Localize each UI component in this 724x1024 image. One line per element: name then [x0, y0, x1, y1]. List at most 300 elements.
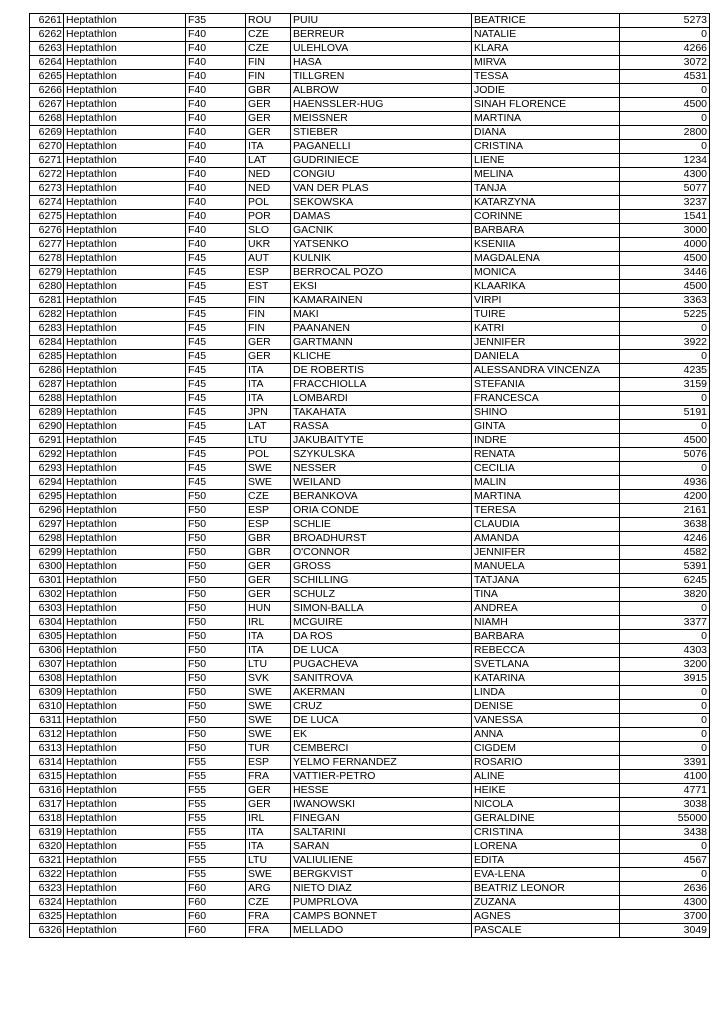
- category-cell: F50: [186, 588, 246, 602]
- event-cell: Heptathlon: [64, 364, 186, 378]
- row-number-cell: 6261: [30, 14, 64, 28]
- row-number-cell: 6278: [30, 252, 64, 266]
- event-cell: Heptathlon: [64, 910, 186, 924]
- country-cell: LTU: [246, 434, 291, 448]
- row-number-cell: 6280: [30, 280, 64, 294]
- event-cell: Heptathlon: [64, 896, 186, 910]
- row-number-cell: 6312: [30, 728, 64, 742]
- points-cell: 5191: [620, 406, 710, 420]
- points-cell: 3922: [620, 336, 710, 350]
- event-cell: Heptathlon: [64, 238, 186, 252]
- first-name-cell: TUIRE: [472, 308, 620, 322]
- table-row: [30, 252, 710, 266]
- country-cell: FRA: [246, 910, 291, 924]
- table-row: [30, 784, 710, 798]
- category-cell: F45: [186, 294, 246, 308]
- event-cell: Heptathlon: [64, 574, 186, 588]
- table-row: [30, 434, 710, 448]
- table-row: [30, 532, 710, 546]
- event-cell: Heptathlon: [64, 70, 186, 84]
- row-number-cell: 6300: [30, 560, 64, 574]
- row-number-cell: 6289: [30, 406, 64, 420]
- points-cell: 55000: [620, 812, 710, 826]
- surname-cell: BERGKVIST: [291, 868, 472, 882]
- surname-cell: SARAN: [291, 840, 472, 854]
- first-name-cell: TATJANA: [472, 574, 620, 588]
- first-name-cell: REBECCA: [472, 644, 620, 658]
- points-cell: 4582: [620, 546, 710, 560]
- table-row: [30, 560, 710, 574]
- table-row: [30, 770, 710, 784]
- first-name-cell: LIENE: [472, 154, 620, 168]
- row-number-cell: 6317: [30, 798, 64, 812]
- country-cell: POR: [246, 210, 291, 224]
- surname-cell: LOMBARDI: [291, 392, 472, 406]
- category-cell: F55: [186, 826, 246, 840]
- table-row: [30, 504, 710, 518]
- row-number-cell: 6274: [30, 196, 64, 210]
- first-name-cell: CECILIA: [472, 462, 620, 476]
- first-name-cell: LORENA: [472, 840, 620, 854]
- row-number-cell: 6303: [30, 602, 64, 616]
- table-row: [30, 868, 710, 882]
- category-cell: F40: [186, 42, 246, 56]
- country-cell: FRA: [246, 924, 291, 938]
- table-row: [30, 168, 710, 182]
- event-cell: Heptathlon: [64, 728, 186, 742]
- category-cell: F40: [186, 126, 246, 140]
- country-cell: SWE: [246, 700, 291, 714]
- first-name-cell: GINTA: [472, 420, 620, 434]
- first-name-cell: MALIN: [472, 476, 620, 490]
- surname-cell: GUDRINIECE: [291, 154, 472, 168]
- category-cell: F50: [186, 728, 246, 742]
- country-cell: ITA: [246, 630, 291, 644]
- row-number-cell: 6298: [30, 532, 64, 546]
- row-number-cell: 6264: [30, 56, 64, 70]
- event-cell: Heptathlon: [64, 882, 186, 896]
- table-row: [30, 896, 710, 910]
- first-name-cell: FRANCESCA: [472, 392, 620, 406]
- event-cell: Heptathlon: [64, 196, 186, 210]
- table-row: [30, 700, 710, 714]
- entries-table: [29, 13, 710, 938]
- surname-cell: VAN DER PLAS: [291, 182, 472, 196]
- first-name-cell: PASCALE: [472, 924, 620, 938]
- event-cell: Heptathlon: [64, 98, 186, 112]
- first-name-cell: NIAMH: [472, 616, 620, 630]
- surname-cell: IWANOWSKI: [291, 798, 472, 812]
- category-cell: F55: [186, 868, 246, 882]
- table-row: [30, 742, 710, 756]
- points-cell: 4500: [620, 98, 710, 112]
- points-cell: 0: [620, 686, 710, 700]
- event-cell: Heptathlon: [64, 322, 186, 336]
- event-cell: Heptathlon: [64, 714, 186, 728]
- table-row: [30, 574, 710, 588]
- surname-cell: MEISSNER: [291, 112, 472, 126]
- points-cell: 4246: [620, 532, 710, 546]
- row-number-cell: 6319: [30, 826, 64, 840]
- points-cell: 4303: [620, 644, 710, 658]
- points-cell: 0: [620, 602, 710, 616]
- table-row: [30, 378, 710, 392]
- points-cell: 0: [620, 420, 710, 434]
- country-cell: LAT: [246, 420, 291, 434]
- category-cell: F55: [186, 798, 246, 812]
- country-cell: JPN: [246, 406, 291, 420]
- country-cell: ESP: [246, 756, 291, 770]
- event-cell: Heptathlon: [64, 630, 186, 644]
- event-cell: Heptathlon: [64, 798, 186, 812]
- event-cell: Heptathlon: [64, 392, 186, 406]
- row-number-cell: 6287: [30, 378, 64, 392]
- row-number-cell: 6308: [30, 672, 64, 686]
- event-cell: Heptathlon: [64, 546, 186, 560]
- surname-cell: MELLADO: [291, 924, 472, 938]
- surname-cell: ORIA CONDE: [291, 504, 472, 518]
- category-cell: F40: [186, 154, 246, 168]
- table-row: [30, 70, 710, 84]
- row-number-cell: 6299: [30, 546, 64, 560]
- event-cell: Heptathlon: [64, 644, 186, 658]
- row-number-cell: 6268: [30, 112, 64, 126]
- row-number-cell: 6297: [30, 518, 64, 532]
- event-cell: Heptathlon: [64, 560, 186, 574]
- surname-cell: BERREUR: [291, 28, 472, 42]
- event-cell: Heptathlon: [64, 924, 186, 938]
- points-cell: 5225: [620, 308, 710, 322]
- event-cell: Heptathlon: [64, 686, 186, 700]
- table-row: [30, 854, 710, 868]
- event-cell: Heptathlon: [64, 532, 186, 546]
- country-cell: GER: [246, 784, 291, 798]
- category-cell: F50: [186, 504, 246, 518]
- row-number-cell: 6277: [30, 238, 64, 252]
- first-name-cell: KATARINA: [472, 672, 620, 686]
- country-cell: NED: [246, 168, 291, 182]
- table-row: [30, 308, 710, 322]
- row-number-cell: 6283: [30, 322, 64, 336]
- points-cell: 3000: [620, 224, 710, 238]
- first-name-cell: ANNA: [472, 728, 620, 742]
- row-number-cell: 6267: [30, 98, 64, 112]
- category-cell: F40: [186, 238, 246, 252]
- surname-cell: ULEHLOVA: [291, 42, 472, 56]
- points-cell: 1541: [620, 210, 710, 224]
- points-cell: 0: [620, 868, 710, 882]
- first-name-cell: MELINA: [472, 168, 620, 182]
- table-row: [30, 280, 710, 294]
- row-number-cell: 6273: [30, 182, 64, 196]
- points-cell: 0: [620, 112, 710, 126]
- points-cell: 4200: [620, 490, 710, 504]
- country-cell: SWE: [246, 476, 291, 490]
- first-name-cell: MANUELA: [472, 560, 620, 574]
- country-cell: GER: [246, 336, 291, 350]
- row-number-cell: 6309: [30, 686, 64, 700]
- country-cell: ESP: [246, 266, 291, 280]
- row-number-cell: 6322: [30, 868, 64, 882]
- surname-cell: PUMPRLOVA: [291, 896, 472, 910]
- category-cell: F60: [186, 924, 246, 938]
- category-cell: F50: [186, 546, 246, 560]
- table-row: [30, 42, 710, 56]
- row-number-cell: 6307: [30, 658, 64, 672]
- points-cell: 3377: [620, 616, 710, 630]
- table-row: [30, 756, 710, 770]
- category-cell: F55: [186, 812, 246, 826]
- event-cell: Heptathlon: [64, 504, 186, 518]
- first-name-cell: DANIELA: [472, 350, 620, 364]
- category-cell: F50: [186, 560, 246, 574]
- points-cell: 4100: [620, 770, 710, 784]
- country-cell: GER: [246, 98, 291, 112]
- category-cell: F40: [186, 168, 246, 182]
- first-name-cell: KATARZYNA: [472, 196, 620, 210]
- row-number-cell: 6301: [30, 574, 64, 588]
- table-row: [30, 154, 710, 168]
- table-row: [30, 210, 710, 224]
- surname-cell: PAANANEN: [291, 322, 472, 336]
- points-cell: 3438: [620, 826, 710, 840]
- row-number-cell: 6281: [30, 294, 64, 308]
- country-cell: ITA: [246, 826, 291, 840]
- first-name-cell: STEFANIA: [472, 378, 620, 392]
- category-cell: F60: [186, 882, 246, 896]
- country-cell: CZE: [246, 896, 291, 910]
- points-cell: 3049: [620, 924, 710, 938]
- row-number-cell: 6304: [30, 616, 64, 630]
- first-name-cell: CORINNE: [472, 210, 620, 224]
- event-cell: Heptathlon: [64, 840, 186, 854]
- row-number-cell: 6295: [30, 490, 64, 504]
- points-cell: 3072: [620, 56, 710, 70]
- event-cell: Heptathlon: [64, 56, 186, 70]
- points-cell: 6245: [620, 574, 710, 588]
- row-number-cell: 6316: [30, 784, 64, 798]
- table-row: [30, 98, 710, 112]
- table-row: [30, 630, 710, 644]
- first-name-cell: EVA-LENA: [472, 868, 620, 882]
- points-cell: 0: [620, 700, 710, 714]
- surname-cell: YATSENKO: [291, 238, 472, 252]
- points-cell: 4531: [620, 70, 710, 84]
- table-row: [30, 546, 710, 560]
- row-number-cell: 6325: [30, 910, 64, 924]
- category-cell: F45: [186, 448, 246, 462]
- category-cell: F40: [186, 196, 246, 210]
- surname-cell: FINEGAN: [291, 812, 472, 826]
- country-cell: UKR: [246, 238, 291, 252]
- points-cell: 3038: [620, 798, 710, 812]
- table-row: [30, 406, 710, 420]
- first-name-cell: CIGDEM: [472, 742, 620, 756]
- surname-cell: KULNIK: [291, 252, 472, 266]
- surname-cell: VATTIER-PETRO: [291, 770, 472, 784]
- first-name-cell: MIRVA: [472, 56, 620, 70]
- first-name-cell: BEATRIZ LEONOR: [472, 882, 620, 896]
- event-cell: Heptathlon: [64, 784, 186, 798]
- row-number-cell: 6296: [30, 504, 64, 518]
- points-cell: 3391: [620, 756, 710, 770]
- first-name-cell: AMANDA: [472, 532, 620, 546]
- first-name-cell: SINAH FLORENCE: [472, 98, 620, 112]
- event-cell: Heptathlon: [64, 476, 186, 490]
- table-row: [30, 350, 710, 364]
- row-number-cell: 6315: [30, 770, 64, 784]
- table-row: [30, 392, 710, 406]
- event-cell: Heptathlon: [64, 294, 186, 308]
- first-name-cell: AGNES: [472, 910, 620, 924]
- points-cell: 4500: [620, 252, 710, 266]
- surname-cell: O'CONNOR: [291, 546, 472, 560]
- country-cell: POL: [246, 196, 291, 210]
- category-cell: F50: [186, 574, 246, 588]
- category-cell: F50: [186, 686, 246, 700]
- table-row: [30, 14, 710, 28]
- surname-cell: SCHULZ: [291, 588, 472, 602]
- row-number-cell: 6279: [30, 266, 64, 280]
- row-number-cell: 6276: [30, 224, 64, 238]
- points-cell: 3363: [620, 294, 710, 308]
- country-cell: ARG: [246, 882, 291, 896]
- country-cell: SVK: [246, 672, 291, 686]
- country-cell: LTU: [246, 658, 291, 672]
- surname-cell: SANITROVA: [291, 672, 472, 686]
- first-name-cell: KLAARIKA: [472, 280, 620, 294]
- surname-cell: JAKUBAITYTE: [291, 434, 472, 448]
- category-cell: F55: [186, 854, 246, 868]
- surname-cell: KLICHE: [291, 350, 472, 364]
- first-name-cell: ANDREA: [472, 602, 620, 616]
- table-row: [30, 224, 710, 238]
- points-cell: 2161: [620, 504, 710, 518]
- row-number-cell: 6270: [30, 140, 64, 154]
- category-cell: F50: [186, 700, 246, 714]
- first-name-cell: KLARA: [472, 42, 620, 56]
- category-cell: F40: [186, 140, 246, 154]
- event-cell: Heptathlon: [64, 434, 186, 448]
- first-name-cell: JENNIFER: [472, 546, 620, 560]
- row-number-cell: 6266: [30, 84, 64, 98]
- table-row: [30, 56, 710, 70]
- first-name-cell: RENATA: [472, 448, 620, 462]
- points-cell: 2636: [620, 882, 710, 896]
- points-cell: 3237: [620, 196, 710, 210]
- country-cell: SWE: [246, 714, 291, 728]
- table-row: [30, 518, 710, 532]
- event-cell: Heptathlon: [64, 168, 186, 182]
- table-row: [30, 826, 710, 840]
- event-cell: Heptathlon: [64, 266, 186, 280]
- row-number-cell: 6275: [30, 210, 64, 224]
- table-row: [30, 798, 710, 812]
- category-cell: F50: [186, 742, 246, 756]
- category-cell: F45: [186, 252, 246, 266]
- event-cell: Heptathlon: [64, 420, 186, 434]
- first-name-cell: TINA: [472, 588, 620, 602]
- country-cell: ROU: [246, 14, 291, 28]
- category-cell: F55: [186, 770, 246, 784]
- event-cell: Heptathlon: [64, 616, 186, 630]
- table-row: [30, 714, 710, 728]
- points-cell: 0: [620, 728, 710, 742]
- surname-cell: NIETO DIAZ: [291, 882, 472, 896]
- event-cell: Heptathlon: [64, 140, 186, 154]
- row-number-cell: 6292: [30, 448, 64, 462]
- first-name-cell: HEIKE: [472, 784, 620, 798]
- country-cell: SWE: [246, 728, 291, 742]
- country-cell: SWE: [246, 686, 291, 700]
- category-cell: F40: [186, 28, 246, 42]
- first-name-cell: TERESA: [472, 504, 620, 518]
- country-cell: GER: [246, 560, 291, 574]
- surname-cell: DE LUCA: [291, 714, 472, 728]
- points-cell: 5273: [620, 14, 710, 28]
- row-number-cell: 6310: [30, 700, 64, 714]
- first-name-cell: BARBARA: [472, 224, 620, 238]
- surname-cell: HASA: [291, 56, 472, 70]
- table-row: [30, 658, 710, 672]
- surname-cell: CRUZ: [291, 700, 472, 714]
- table-row: [30, 476, 710, 490]
- points-cell: 0: [620, 140, 710, 154]
- country-cell: CZE: [246, 490, 291, 504]
- event-cell: Heptathlon: [64, 210, 186, 224]
- event-cell: Heptathlon: [64, 406, 186, 420]
- table-row: [30, 84, 710, 98]
- event-cell: Heptathlon: [64, 280, 186, 294]
- row-number-cell: 6313: [30, 742, 64, 756]
- table-row: [30, 196, 710, 210]
- category-cell: F45: [186, 266, 246, 280]
- category-cell: F50: [186, 532, 246, 546]
- surname-cell: PUIU: [291, 14, 472, 28]
- points-cell: 0: [620, 392, 710, 406]
- category-cell: F45: [186, 420, 246, 434]
- table-row: [30, 126, 710, 140]
- first-name-cell: TESSA: [472, 70, 620, 84]
- table-row: [30, 322, 710, 336]
- surname-cell: MCGUIRE: [291, 616, 472, 630]
- surname-cell: EKSI: [291, 280, 472, 294]
- surname-cell: GACNIK: [291, 224, 472, 238]
- first-name-cell: ROSARIO: [472, 756, 620, 770]
- surname-cell: SALTARINI: [291, 826, 472, 840]
- surname-cell: SCHLIE: [291, 518, 472, 532]
- category-cell: F40: [186, 70, 246, 84]
- country-cell: ITA: [246, 364, 291, 378]
- first-name-cell: LINDA: [472, 686, 620, 700]
- category-cell: F50: [186, 616, 246, 630]
- row-number-cell: 6282: [30, 308, 64, 322]
- category-cell: F35: [186, 14, 246, 28]
- table-row: [30, 910, 710, 924]
- country-cell: GER: [246, 798, 291, 812]
- category-cell: F45: [186, 280, 246, 294]
- first-name-cell: CLAUDIA: [472, 518, 620, 532]
- first-name-cell: KATRI: [472, 322, 620, 336]
- surname-cell: SIMON-BALLA: [291, 602, 472, 616]
- surname-cell: ALBROW: [291, 84, 472, 98]
- event-cell: Heptathlon: [64, 854, 186, 868]
- first-name-cell: ALINE: [472, 770, 620, 784]
- first-name-cell: KSENIIA: [472, 238, 620, 252]
- event-cell: Heptathlon: [64, 336, 186, 350]
- country-cell: CZE: [246, 28, 291, 42]
- row-number-cell: 6285: [30, 350, 64, 364]
